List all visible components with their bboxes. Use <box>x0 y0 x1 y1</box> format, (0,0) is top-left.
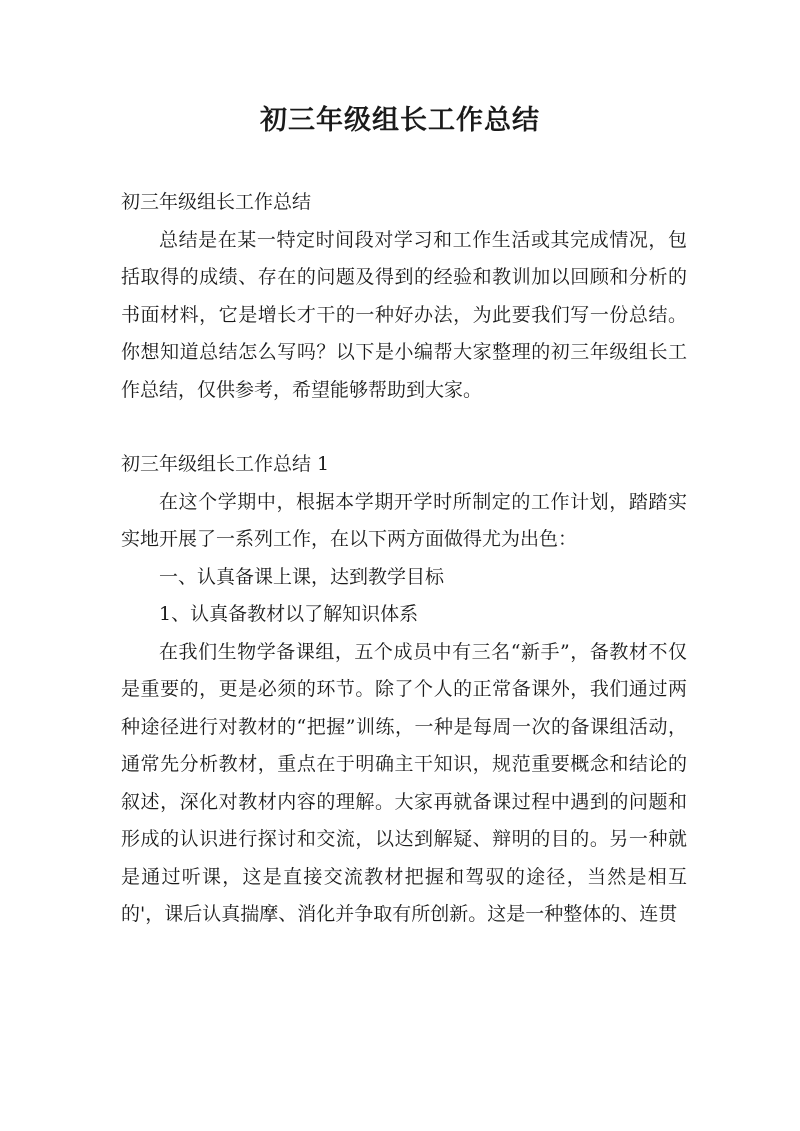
intro-heading: 初三年级组长工作总结 <box>121 191 312 213</box>
section1-paragraph: 在这个学期中，根据本学期开学时所制定的工作计划，踏踏实实地开展了一系列工作，在以下两方面做得尤为出色： <box>121 490 687 550</box>
intro-paragraph: 总结是在某一特定时间段对学习和工作生活或其完成情况，包括取得的成绩、存在的问题及得到的经验和教训加以回顾和分析的书面材料，它是增长才干的一种好办法，为此要我们写一份总结。你想知道总结怎么写吗？以下是小编帮大家整理的初三年级组长工作总结，仅供参考，希望能够帮助到大家。 <box>121 228 687 401</box>
section1-heading: 初三年级组长工作总结 1 <box>121 453 330 475</box>
document-body <box>121 184 687 934</box>
section-spacer <box>121 409 687 446</box>
point1-1-paragraph: 在我们生物学备课组，五个成员中有三名“新手”，备教材不仅是重要的，更是必须的环节。除了个人的正常备课外，我们通过两种途径进行对教材的“把握”训练，一种是每周一次的备课组活动，通常先分析教材，重点在于明确主干知识，规范重要概念和结论的叙述，深化对教材内容的理解。大家再就备课过程中遇到的问题和形成的认识进行探讨和交流，以达到解疑、辩明的目的。另一种就是通过听课，这是直接交流教材把握和驾驭的途径，当然是相互的'，课后认真揣摩、消化并争取有所创新。这是一种整体的、连贯 <box>121 640 687 925</box>
point1-heading: 一、认真备课上课，达到教学目标 <box>159 565 445 588</box>
document-title: 初三年级组长工作总结 <box>260 105 540 136</box>
point1-1-heading: 1、认真备教材以了解知识体系 <box>159 603 419 625</box>
